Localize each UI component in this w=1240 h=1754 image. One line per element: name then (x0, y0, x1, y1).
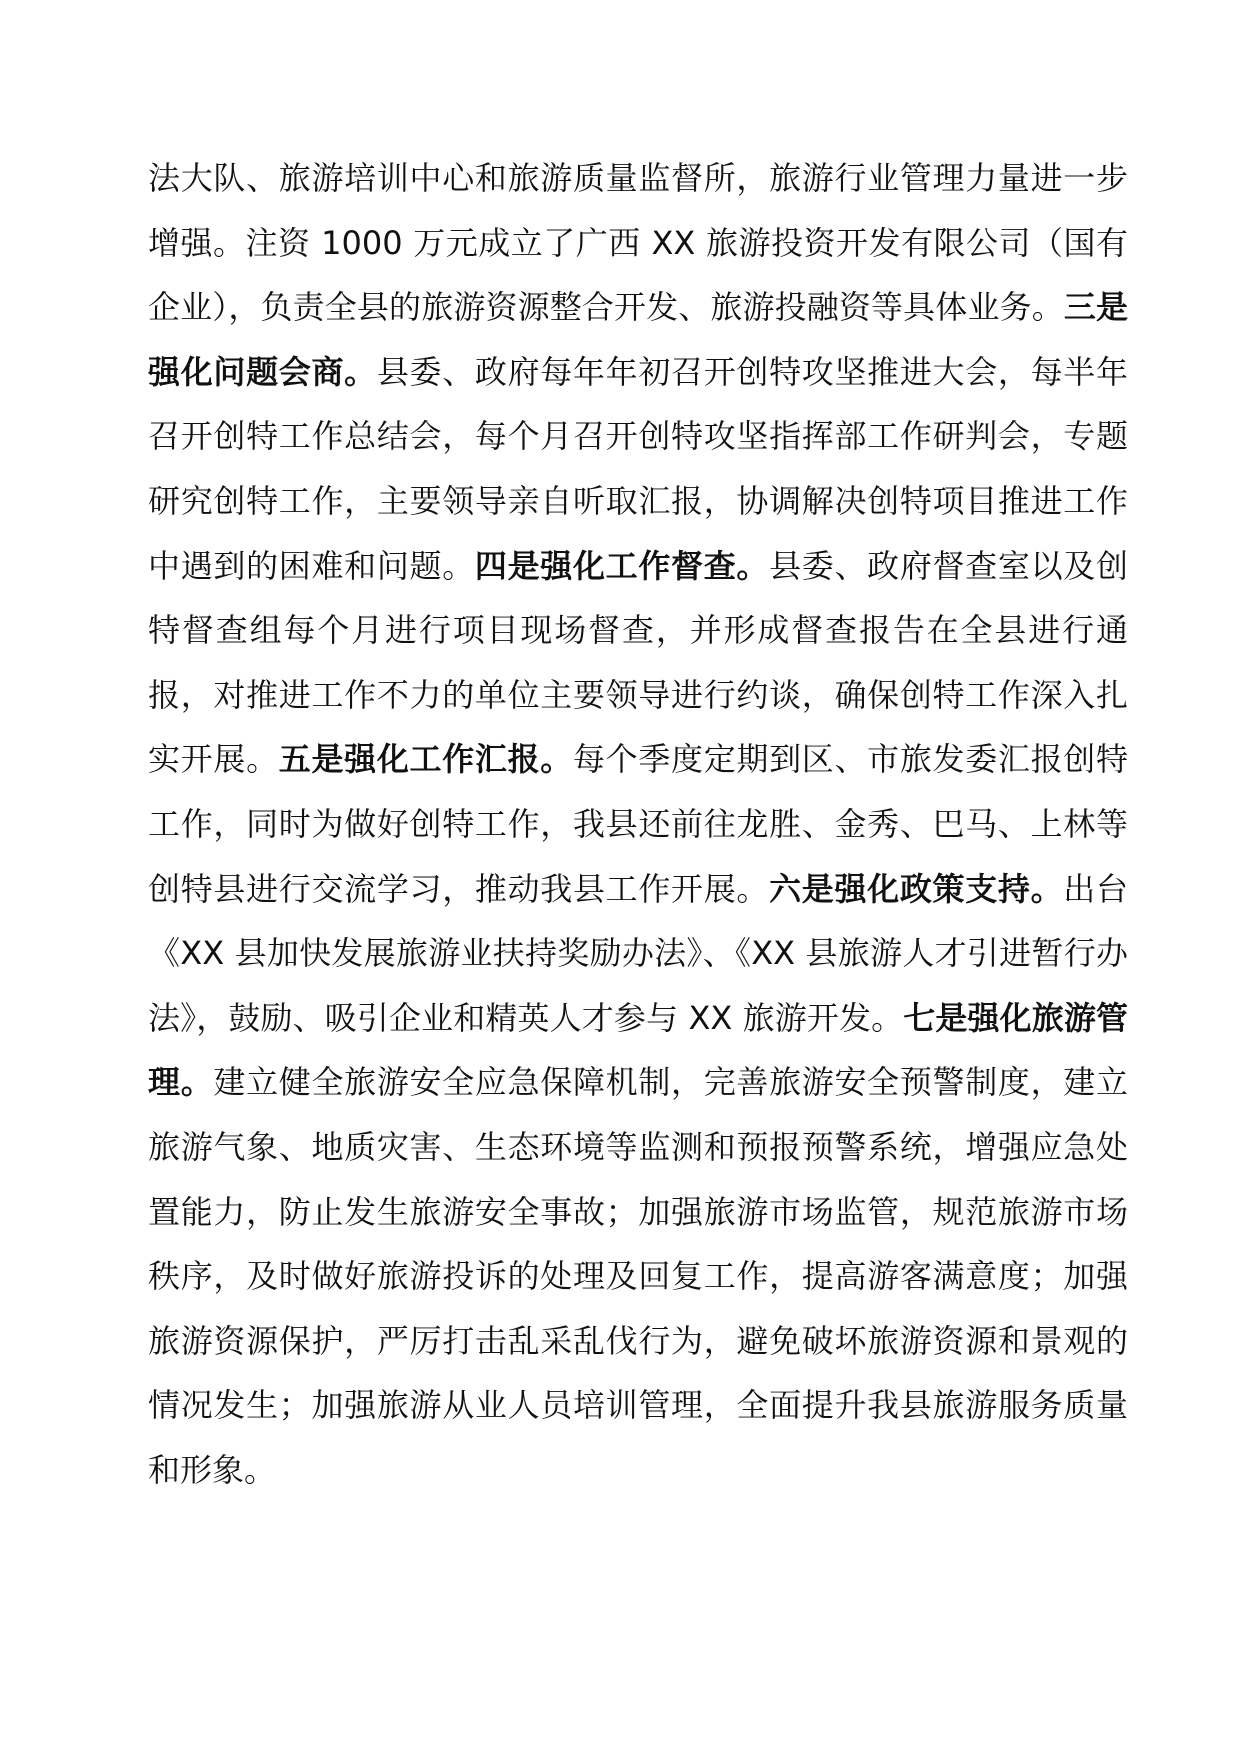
bold-heading-run: 六是强化政策支持。 (769, 869, 1064, 908)
bold-heading-run: 三是强化问题会商。 (148, 288, 1128, 391)
bold-heading-run: 四是强化工作督查。 (474, 546, 770, 585)
bold-heading-run: 五是强化工作汇报。 (278, 740, 573, 779)
text-run: 县委、政府督查室以及创特督查组每个月进行项目现场督查，并形成督查报告在全县进行通报，对推进工作不力的单位主要领导进行约谈，确保创特工作深入扎实开展。 (148, 546, 1128, 779)
text-run: 县委、政府每年年初召开创特攻坚推进大会，每半年召开创特工作总结会，每个月召开创特攻坚指挥部工作研判会，专题研究创特工作，主要领导亲自听取汇报，协调解决创特项目推进工作中遇到的困难和问题。 (148, 352, 1128, 585)
body-paragraph (148, 146, 1128, 1502)
text-run: 建立健全旅游安全应急保障机制，完善旅游安全预警制度，建立旅游气象、地质灾害、生态环境等监测和预报预警系统，增强应急处置能力，防止发生旅游安全事故；加强旅游市场监管，规范旅游市场秩序，及时做好旅游投诉的处理及回复工作，提高游客满意度；加强旅游资源保护，严厉打击乱采乱伐行为，避免破坏旅游资源和景观的情况发生；加强旅游从业人员培训管理，全面提升我县旅游服务质量和形象。 (148, 1063, 1128, 1489)
text-run: 每个季度定期到区、市旅发委汇报创特工作，同时为做好创特工作，我县还前往龙胜、金秀、巴马、上林等创特县进行交流学习，推动我县工作开展。 (148, 740, 1128, 908)
text-run: 出台《XX 县加快发展旅游业扶持奖励办法》、《XX 县旅游人才引进暂行办法》，鼓励、吸引企业和精英人才参与 XX 旅游开发。 (148, 869, 1128, 1037)
text-run: 法大队、旅游培训中心和旅游质量监督所，旅游行业管理力量进一步增强。注资 1000 万元成立了广西 XX 旅游投资开发有限公司（国有企业），负责全县的旅游资源整合开发、旅游投融资等具体业务。 (148, 159, 1128, 327)
bold-heading-run: 七是强化旅游管理。 (148, 998, 1128, 1102)
